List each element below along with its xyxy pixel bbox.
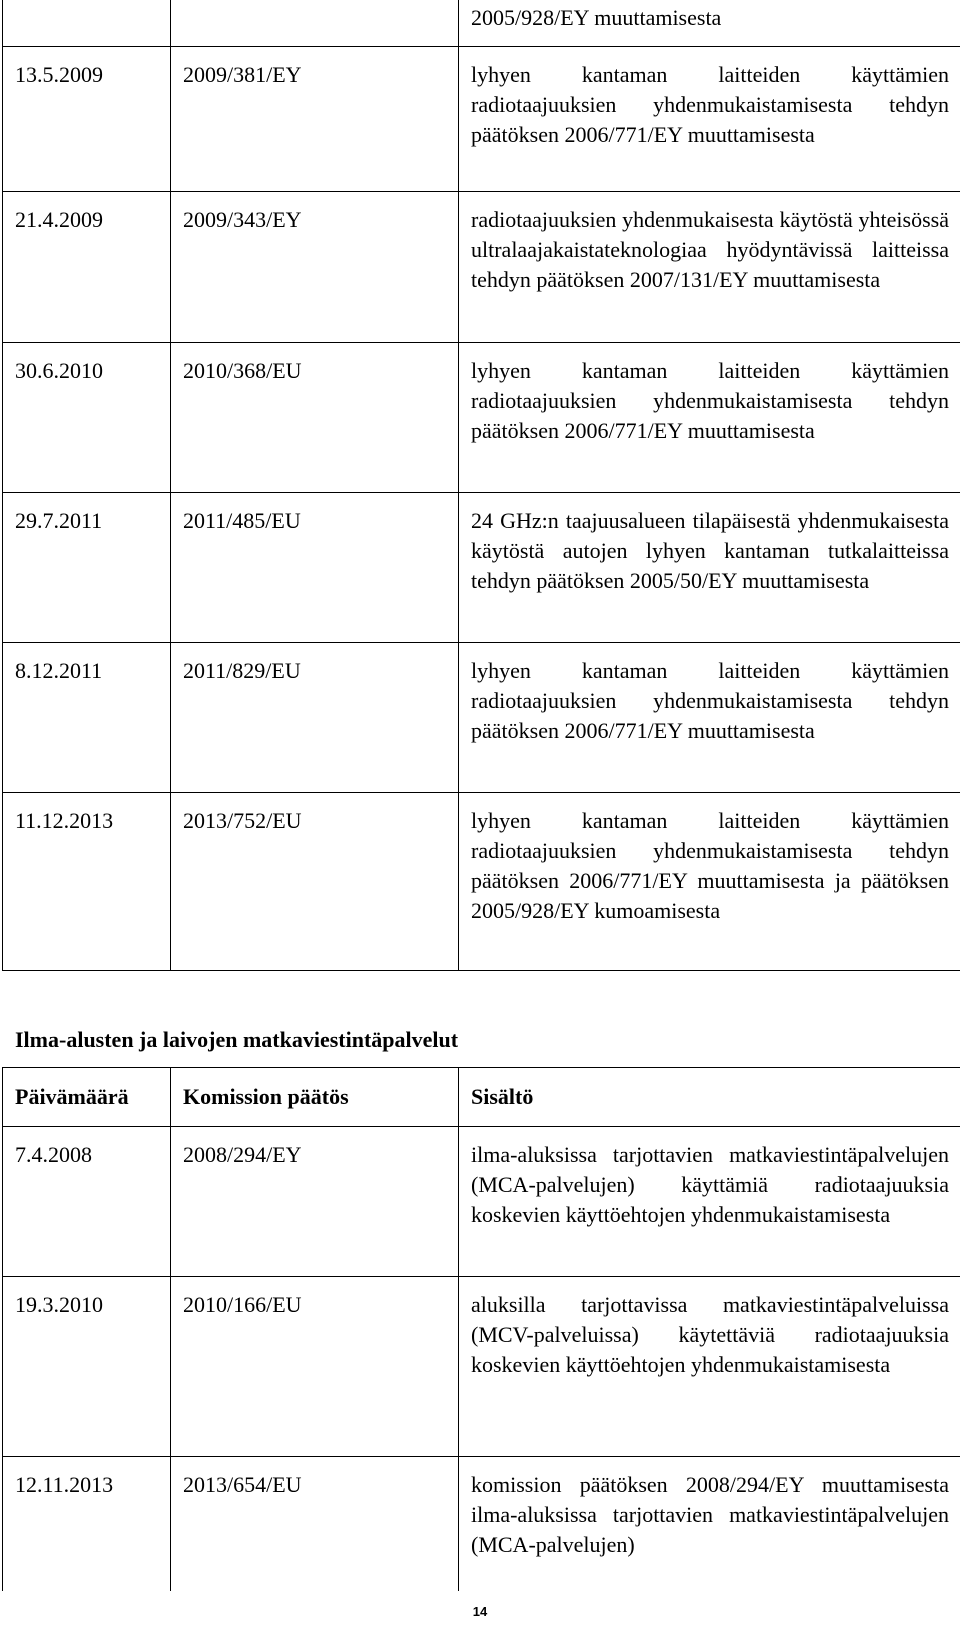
content-cell: lyhyen kantaman laitteiden käyttämien radiotaajuuksien yhdenmukaistamisesta tehdyn päätöksen 2006/771/EY muuttamisesta (459, 342, 960, 492)
content-cell: 24 GHz:n taajuusalueen tilapäisestä yhdenmukaisesta käytöstä autojen lyhyen kantaman tutkalaitteissa tehdyn päätöksen 2005/50/EY muuttamisesta (459, 492, 960, 642)
content-cell: aluksilla tarjottavissa matkaviestintäpalveluissa (MCV-palveluissa) käytettäviä radiotaajuuksia koskevien käyttöehtojen yhdenmukaistamisesta (459, 1277, 960, 1457)
decision-cell: 2011/485/EU (171, 492, 459, 642)
date-cell: 11.12.2013 (3, 792, 171, 970)
table-row (3, 46, 960, 191)
decision-cell: 2010/368/EU (171, 342, 459, 492)
table-row (3, 0, 960, 46)
date-cell: 12.11.2013 (3, 1457, 171, 1591)
content-cell: komission päätöksen 2008/294/EY muuttamisesta ilma-aluksissa tarjottavien matkaviestintäpalvelujen (MCA-palvelujen) (459, 1457, 960, 1591)
table-row (3, 342, 960, 492)
decision-cell: 2009/381/EY (171, 46, 459, 191)
table-row (3, 642, 960, 792)
content-cell: ilma-aluksissa tarjottavien matkaviestintäpalvelujen (MCA-palvelujen) käyttämiä radiotaajuuksia koskevien käyttöehtojen yhdenmukaistamisesta (459, 1127, 960, 1277)
decision-cell: 2013/752/EU (171, 792, 459, 970)
decision-cell: 2009/343/EY (171, 191, 459, 342)
column-header-content: Sisältö (459, 1068, 960, 1127)
decision-cell: 2010/166/EU (171, 1277, 459, 1457)
table-row (3, 1457, 960, 1591)
decision-cell: 2008/294/EY (171, 1127, 459, 1277)
mobile-services-table (2, 1067, 960, 1591)
content-cell: lyhyen kantaman laitteiden käyttämien radiotaajuuksien yhdenmukaistamisesta tehdyn päätöksen 2006/771/EY muuttamisesta ja päätöksen 2005/928/EY kumoamisesta (459, 792, 960, 970)
date-cell: 19.3.2010 (3, 1277, 171, 1457)
column-header-decision: Komission päätös (171, 1068, 459, 1127)
section-heading: Ilma-alusten ja laivojen matkaviestintäpalvelut (15, 1027, 459, 1052)
date-cell: 29.7.2011 (3, 492, 171, 642)
decision-cell: 2013/654/EU (171, 1457, 459, 1591)
page-number: 14 (472, 1604, 488, 1619)
content-cell: lyhyen kantaman laitteiden käyttämien radiotaajuuksien yhdenmukaistamisesta tehdyn päätöksen 2006/771/EY muuttamisesta (459, 642, 960, 792)
date-cell: 21.4.2009 (3, 191, 171, 342)
date-cell (3, 0, 171, 46)
column-header-date: Päivämäärä (3, 1068, 171, 1127)
date-cell: 8.12.2011 (3, 642, 171, 792)
date-cell: 7.4.2008 (3, 1127, 171, 1277)
decision-cell (171, 0, 459, 46)
content-cell: radiotaajuuksien yhdenmukaisesta käytöstä yhteisössä ultralaajakaistateknologiaa hyödyntävissä laitteissa tehdyn päätöksen 2007/131/EY muuttamisesta (459, 191, 960, 342)
table-row (3, 492, 960, 642)
decision-cell: 2011/829/EU (171, 642, 459, 792)
content-cell: lyhyen kantaman laitteiden käyttämien radiotaajuuksien yhdenmukaistamisesta tehdyn päätöksen 2006/771/EY muuttamisesta (459, 46, 960, 191)
date-cell: 13.5.2009 (3, 46, 171, 191)
table-row (3, 1277, 960, 1457)
table-row (3, 191, 960, 342)
decisions-table-continued (2, 0, 960, 971)
content-cell: 2005/928/EY muuttamisesta (459, 0, 960, 46)
date-cell: 30.6.2010 (3, 342, 171, 492)
table-row (3, 1127, 960, 1277)
table-row (3, 792, 960, 970)
table-header-row (3, 1068, 960, 1127)
